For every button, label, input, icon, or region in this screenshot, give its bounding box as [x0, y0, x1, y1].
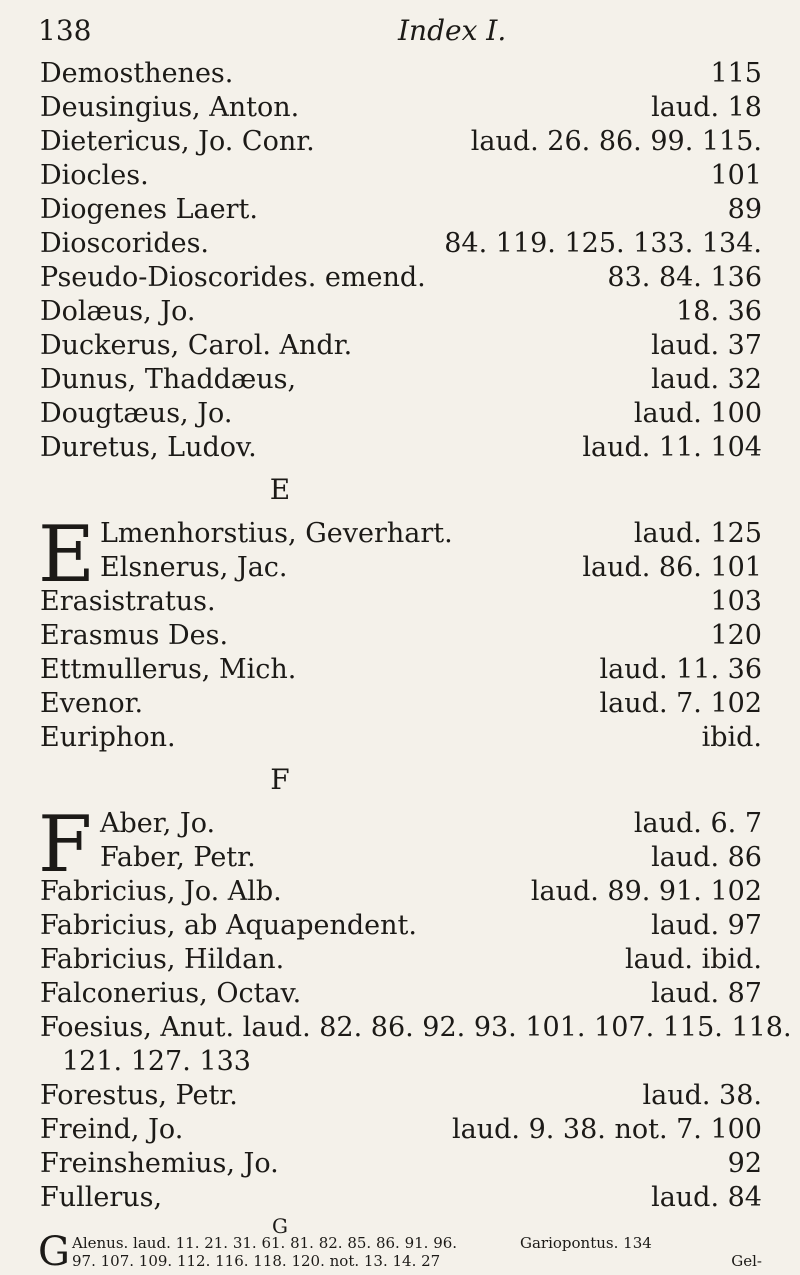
index-entry: [0, 56, 800, 92]
entry-name: Freind, Jo.: [40, 1114, 184, 1145]
entry-name: Dietericus, Jo. Conr.: [40, 126, 315, 157]
entry-name: Pseudo-Dioscorides. emend.: [40, 262, 426, 293]
entry-name: Dolæus, Jo.: [40, 296, 196, 327]
page-header: [0, 10, 800, 50]
index-entry: [0, 1078, 800, 1114]
entry-name: Lmenhorstius, Geverhart.: [100, 518, 453, 549]
index-entry: [0, 806, 800, 842]
entry-name: Freinshemius, Jo.: [40, 1148, 279, 1179]
entry-name: Faber, Petr.: [100, 842, 256, 873]
index-entry: [0, 328, 800, 364]
entry-ref: laud. 18: [651, 92, 762, 123]
entry-name: Dunus, Thaddæus,: [40, 364, 297, 395]
entry-ref: 89: [727, 194, 762, 225]
index-entry: [520, 1234, 652, 1252]
index-entry: [0, 908, 800, 944]
entry-ref: laud. 125: [633, 518, 762, 549]
index-entry: [0, 516, 800, 552]
index-entry: [0, 430, 800, 466]
entry-name: Fabricius, ab Aquapendent.: [40, 910, 417, 941]
drop-cap: E: [38, 510, 95, 600]
entry-ref: laud. 100: [633, 398, 762, 429]
entry-name: Demosthenes.: [40, 58, 234, 89]
index-entry: [0, 584, 800, 620]
entry-ref: laud. 86. 101: [582, 552, 762, 583]
entry-ref: laud. 38.: [642, 1080, 762, 1111]
index-entry: [0, 618, 800, 654]
entry-name: Falconerius, Octav.: [40, 978, 302, 1009]
entry-ref: laud. 87: [651, 978, 762, 1009]
page-number: 138: [38, 14, 92, 47]
index-entry: [0, 90, 800, 126]
entry-ref: laud. 7. 102: [599, 688, 762, 719]
index-entry-galenus: Alenus. laud. 11. 21. 31. 61. 81. 82. 85. 86. 91. 96.: [72, 1234, 458, 1252]
index-entry: [0, 720, 800, 756]
index-entry: [0, 124, 800, 160]
entry-ref: laud. 32: [651, 364, 762, 395]
index-entry: [0, 550, 800, 586]
index-entry: [0, 652, 800, 688]
drop-cap: F: [38, 800, 93, 890]
entry-name: Elsnerus, Jac.: [100, 552, 288, 583]
entry-ref: laud. 11. 104: [582, 432, 762, 463]
entry-name: Dioscorides.: [40, 228, 210, 259]
entry-name: Ettmullerus, Mich.: [40, 654, 297, 685]
entry-name: Aber, Jo.: [100, 808, 216, 839]
section-letter-f: F: [270, 763, 290, 796]
index-entry-continuation: 97. 107. 109. 112. 116. 118. 120. not. 13. 14. 27: [72, 1252, 441, 1270]
index-entry: [0, 294, 800, 330]
entry-name: Fabricius, Jo. Alb.: [40, 876, 282, 907]
entry-ref: laud. 86: [651, 842, 762, 873]
running-title: Index I.: [398, 14, 507, 47]
entry-name: Diocles.: [40, 160, 149, 191]
index-entry: [0, 942, 800, 978]
entry-name: Forestus, Petr.: [40, 1080, 238, 1111]
entry-ref: 101: [710, 160, 762, 191]
index-entry: [0, 226, 800, 262]
entry-name: Deusingius, Anton.: [40, 92, 300, 123]
index-entry: [0, 260, 800, 296]
entry-name: Gariopontus.: [520, 1234, 619, 1252]
entry-ref: 92: [727, 1148, 762, 1179]
entry-ref: laud. 6. 7: [633, 808, 762, 839]
entry-ref: laud. 9. 38. not. 7. 100: [452, 1114, 762, 1145]
index-entry: [0, 192, 800, 228]
index-entry: [0, 396, 800, 432]
drop-cap: G: [38, 1229, 70, 1275]
entry-name: Dougtæus, Jo.: [40, 398, 233, 429]
entry-ref: 18. 36: [676, 296, 762, 327]
index-entry: [0, 874, 800, 910]
entry-ref: laud. ibid.: [625, 944, 762, 975]
entry-ref: ibid.: [701, 722, 762, 753]
entry-name: Evenor.: [40, 688, 144, 719]
index-entry: [0, 840, 800, 876]
entry-ref: laud. 89. 91. 102: [530, 876, 762, 907]
index-entry-continuation: 121. 127. 133: [62, 1046, 251, 1077]
entry-ref: laud. 84: [651, 1182, 762, 1213]
catchword: Gel-: [731, 1252, 762, 1270]
entry-name: Fabricius, Hildan.: [40, 944, 285, 975]
index-entry: [0, 362, 800, 398]
entry-ref: laud. 11. 36: [599, 654, 762, 685]
entry-name: Erasistratus.: [40, 586, 216, 617]
entry-name: Diogenes Laert.: [40, 194, 258, 225]
entry-ref: laud. 26. 86. 99. 115.: [470, 126, 762, 157]
entry-name: Duckerus, Carol. Andr.: [40, 330, 353, 361]
index-entry: [0, 686, 800, 722]
entry-name: Euriphon.: [40, 722, 176, 753]
entry-name: Erasmus Des.: [40, 620, 229, 651]
entry-ref: 83. 84. 136: [607, 262, 762, 293]
index-entry: [0, 1112, 800, 1148]
entry-ref: 115: [710, 58, 762, 89]
index-entry-foesius: Foesius, Anut. laud. 82. 86. 92. 93. 101. 107. 115. 118.: [40, 1012, 792, 1043]
section-letter-e: E: [269, 473, 291, 506]
entry-ref: 134: [623, 1234, 652, 1252]
entry-ref: 120: [710, 620, 762, 651]
index-entry: [0, 1146, 800, 1182]
index-entry: [0, 158, 800, 194]
entry-name: Duretus, Ludov.: [40, 432, 257, 463]
index-entry: [0, 1180, 800, 1216]
entry-ref: laud. 37: [651, 330, 762, 361]
entry-ref: 84. 119. 125. 133. 134.: [444, 228, 762, 259]
entry-name: Fullerus,: [40, 1182, 163, 1213]
index-entry: [0, 976, 800, 1012]
entry-ref: laud. 97: [651, 910, 762, 941]
entry-ref: 103: [710, 586, 762, 617]
section-letter-g: G: [272, 1214, 288, 1238]
